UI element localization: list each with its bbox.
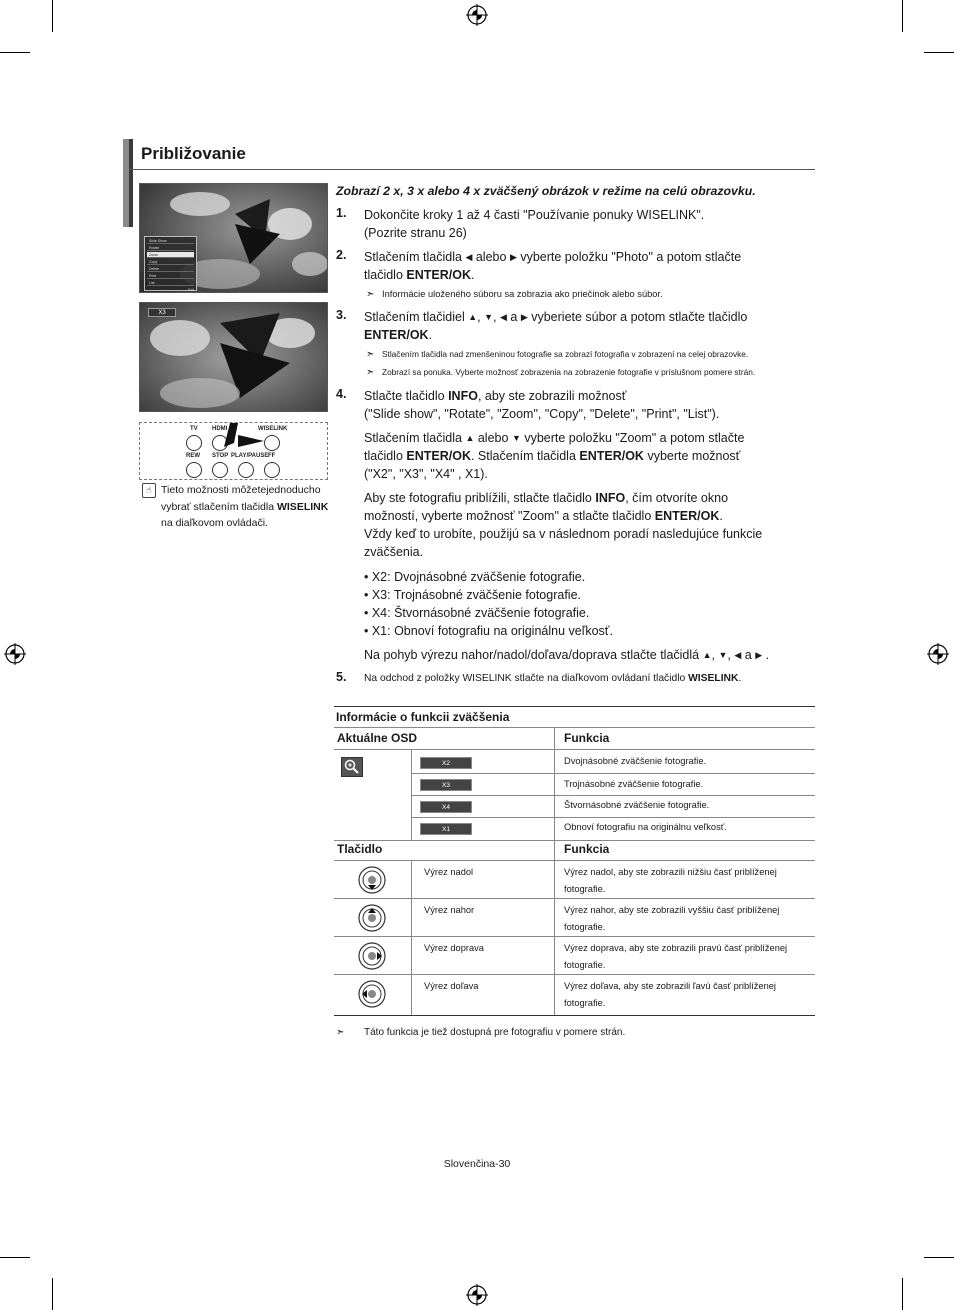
table-column-divider	[554, 727, 555, 840]
step-2-text: Stlačením tlačidla ◀ alebo ▶ vyberte položku "Photo" a potom stlačte tlačidlo ENTER/OK.	[364, 250, 742, 282]
table-rule	[334, 840, 815, 841]
step-4-move-text: Na pohyb výrezu nahor/nadol/doľava/doprava stlačte tlačidlá ▲, ▼, ◀ a ▶ .	[364, 648, 770, 662]
up-arrow-icon: ▲	[468, 312, 478, 322]
dpad-up-icon	[358, 904, 386, 932]
left-arrow-icon: ◀	[734, 650, 742, 660]
right-arrow-icon: ▶	[755, 650, 763, 660]
registration-mark-icon	[4, 643, 26, 665]
crop-mark	[902, 0, 903, 32]
remote-control-illustration	[139, 422, 328, 480]
note-arrow-icon: ➣	[366, 349, 375, 360]
osd-function: Trojnásobné zväčšenie fotografie.	[564, 779, 704, 789]
table-rule	[334, 749, 815, 750]
crop-mark	[52, 1278, 53, 1310]
remote-label-tv: TV	[190, 426, 198, 432]
osd-function: Štvornásobné zväčšenie fotografie.	[564, 800, 710, 810]
menu-item: Slide Show	[147, 238, 194, 244]
menu-item-selected: Zoom	[147, 252, 194, 258]
step-4-paragraph: Stlačením tlačidla ▲ alebo ▼ vyberte položku "Zoom" a potom stlačte tlačidlo ENTER/OK. Stlačením tlačidla ENTER/OK vyberte možnosť ("X2", "X3", "X4" , X1).	[364, 431, 745, 481]
osd-function: Dvojnásobné zväčšenie fotografie.	[564, 756, 707, 766]
zoom-magnifier-icon	[341, 757, 363, 777]
registration-mark-icon	[927, 643, 949, 665]
table-rule	[334, 974, 815, 975]
crop-mark	[924, 52, 954, 53]
title-divider	[129, 169, 815, 170]
list-item: • X4: Štvornásobné zväčšenie fotografie.	[364, 606, 590, 620]
table-rule	[334, 860, 815, 861]
table-column-divider	[554, 840, 555, 1015]
table-rule	[334, 706, 815, 707]
button-function: Výrez doprava, aby ste zobrazili pravú časť priblíženej fotografie.	[564, 943, 788, 970]
remote-label-stop: STOP	[212, 453, 229, 459]
down-arrow-icon: ▼	[484, 312, 494, 322]
pointing-hand-icon	[220, 421, 280, 451]
table-rule	[334, 1015, 815, 1016]
button-function: Výrez nahor, aby ste zobrazili vyššiu časť priblíženej fotografie.	[564, 905, 780, 932]
menu-item: Rotate	[147, 245, 194, 251]
menu-footer: Exit	[188, 288, 194, 292]
osd-function: Obnoví fotografiu na originálnu veľkosť.	[564, 822, 727, 832]
registration-mark-icon	[466, 4, 488, 26]
remote-label-wiselink: WISELINK	[258, 426, 288, 432]
step-3-note: ➣ Stlačením tlačidla nad zmenšeninou fotografie sa zobrazí fotografia v zobrazení na celej obrazovke.	[366, 349, 749, 360]
tv-button-icon	[186, 435, 202, 451]
step-number: 5.	[336, 670, 347, 684]
dpad-left-icon	[358, 980, 386, 1008]
step-4-paragraph: Aby ste fotografiu priblížili, stlačte tlačidlo INFO, čím otvoríte okno možností, vyberte možnosť "Zoom" a stlačte tlačidlo ENTER/OK. Vždy keď to urobíte, použijú sa v následnom poradí nasledujúce funkcie zväčšenia.	[364, 491, 763, 559]
remote-label-ff: FF	[268, 453, 276, 459]
button-name: Výrez doprava	[424, 943, 484, 953]
table-header-function: Funkcia	[564, 842, 610, 856]
menu-item: Delete	[147, 266, 194, 272]
photo-with-menu-illustration	[139, 183, 328, 293]
step-number: 1.	[336, 206, 347, 220]
osd-badge-x4: X4	[420, 801, 472, 813]
crop-mark	[0, 1257, 30, 1258]
menu-item: List	[147, 280, 194, 286]
crop-mark	[52, 0, 53, 32]
remote-label-play-pause: PLAY/PAUSE	[231, 453, 269, 459]
page-number: Slovenčina-30	[443, 1158, 511, 1170]
osd-badge-x1: X1	[420, 823, 472, 835]
button-name: Výrez doľava	[424, 981, 479, 991]
step-1-text: Dokončite kroky 1 až 4 časti "Používanie ponuky WISELINK". (Pozrite stranu 26)	[364, 208, 705, 240]
step-2-note: ➣ Informácie uloženého súboru sa zobrazia ako priečinok alebo súbor.	[366, 289, 663, 300]
osd-badge-x3: X3	[420, 779, 472, 791]
stop-button-icon	[212, 462, 228, 478]
footer-note: ➣ Táto funkcia je tiež dostupná pre fotografiu v pomere strán.	[336, 1027, 626, 1038]
crop-mark	[902, 1278, 903, 1310]
right-arrow-icon: ▶	[520, 312, 528, 322]
menu-item: Print	[147, 273, 194, 279]
crop-mark	[924, 1257, 954, 1258]
step-number: 4.	[336, 387, 347, 401]
zoomed-photo-illustration	[139, 302, 328, 412]
up-arrow-icon: ▲	[465, 433, 475, 443]
step-number: 2.	[336, 248, 347, 262]
menu-item: Copy	[147, 259, 194, 265]
remote-label-rew: REW	[186, 453, 200, 459]
step-3-text: Stlačením tlačidiel ▲, ▼, ◀ a ▶ vyberiete súbor a potom stlačte tlačidlo ENTER/OK.	[364, 310, 748, 342]
note-arrow-icon: ➣	[366, 289, 375, 300]
button-function: Výrez doľava, aby ste zobrazili ľavú časť priblíženej fotografie.	[564, 981, 776, 1008]
intro-text: Zobrazí 2 x, 3 x alebo 4 x zväčšený obrázok v režime na celú obrazovku.	[336, 184, 756, 198]
table-rule	[334, 936, 815, 937]
table-header-function: Funkcia	[564, 731, 610, 745]
dpad-down-icon	[358, 866, 386, 894]
title-accent-bar	[129, 139, 133, 227]
osd-badge-x2: X2	[420, 757, 472, 769]
down-arrow-icon: ▼	[511, 433, 521, 443]
table-rule	[411, 773, 815, 774]
button-name: Výrez nahor	[424, 905, 475, 915]
button-name: Výrez nadol	[424, 867, 474, 877]
table-rule	[334, 898, 815, 899]
play-pause-button-icon	[238, 462, 254, 478]
side-note: Tieto možnosti môžetejednoducho vybrať stlačením tlačidla WISELINK na diaľkovom ovládači.	[161, 484, 329, 529]
options-menu	[144, 236, 197, 291]
hand-note-icon: ☝	[142, 483, 156, 498]
list-item: • X2: Dvojnásobné zväčšenie fotografie.	[364, 570, 586, 584]
table-rule	[411, 817, 815, 818]
zoom-level-badge: X3	[148, 308, 176, 317]
table-column-divider	[411, 860, 412, 1015]
crop-mark	[0, 52, 30, 53]
registration-mark-icon	[466, 1284, 488, 1306]
note-arrow-icon: ➣	[336, 1027, 345, 1038]
fast-forward-button-icon	[264, 462, 280, 478]
note-arrow-icon: ➣	[366, 367, 375, 378]
table-header-button: Tlačidlo	[337, 842, 383, 856]
remote-label-hdmi: HDMI	[212, 426, 228, 432]
button-function: Výrez nadol, aby ste zobrazili nižšiu časť priblíženej fotografie.	[564, 867, 777, 894]
right-arrow-icon: ▶	[509, 252, 517, 262]
dpad-right-icon	[358, 942, 386, 970]
left-arrow-icon: ◀	[499, 312, 507, 322]
table-header-osd: Aktuálne OSD	[337, 731, 418, 745]
table-rule	[334, 727, 815, 728]
list-item: • X1: Obnoví fotografiu na originálnu veľkosť.	[364, 624, 613, 638]
table-title: Informácie o funkcii zväčšenia	[336, 710, 510, 724]
table-rule	[411, 795, 815, 796]
page-title: Približovanie	[141, 144, 246, 163]
down-arrow-icon: ▼	[718, 650, 728, 660]
step-4-text: Stlačte tlačidlo INFO, aby ste zobrazili možnosť ("Slide show", "Rotate", "Zoom", "Copy", "Delete", "Print", "List").	[364, 389, 720, 421]
rewind-button-icon	[186, 462, 202, 478]
step-5-text: Na odchod z položky WISELINK stlačte na diaľkovom ovládaní tlačidlo WISELINK.	[364, 673, 742, 684]
left-arrow-icon: ◀	[465, 252, 473, 262]
step-3-note: ➣ Zobrazí sa ponuka. Vyberte možnosť zobrazenia na zobrazenie fotografie v príslušnom pomere strán.	[366, 367, 756, 378]
zoom-levels-list	[364, 568, 804, 640]
step-number: 3.	[336, 308, 347, 322]
up-arrow-icon: ▲	[702, 650, 712, 660]
list-item: • X3: Trojnásobné zväčšenie fotografie.	[364, 588, 582, 602]
